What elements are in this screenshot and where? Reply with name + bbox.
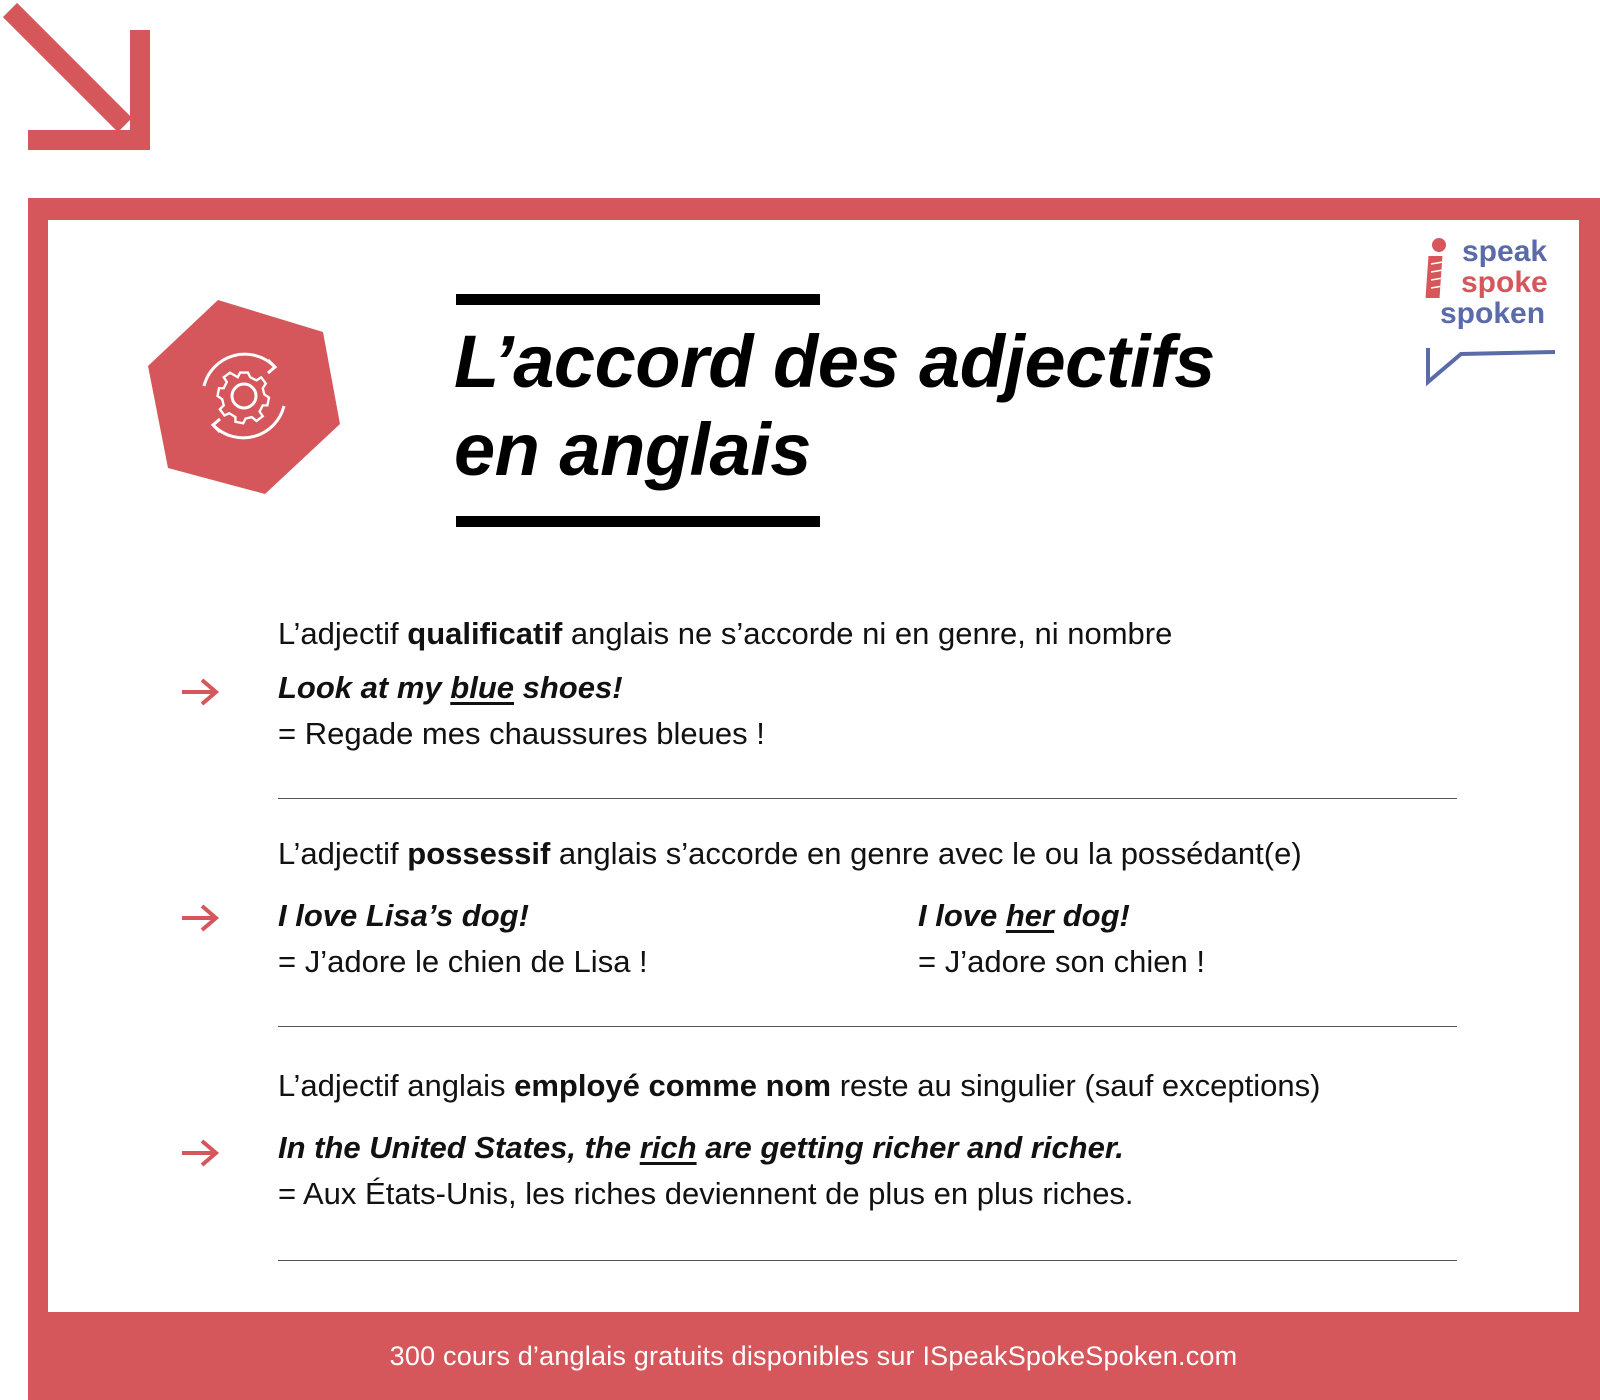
example-sentence: Look at my blue shoes!	[278, 670, 623, 705]
rule-statement: L’adjectif anglais employé comme nom reste au singulier (sauf exceptions)	[278, 1068, 1321, 1103]
example-translation: = J’adore son chien !	[918, 944, 1205, 979]
title-bar-top	[456, 294, 820, 305]
rule-section-possessif	[278, 836, 1458, 872]
logo-word-speak: speak	[1462, 235, 1548, 268]
logo-word-spoken: spoken	[1440, 297, 1546, 330]
divider	[278, 1026, 1457, 1027]
example-translation: = J’adore le chien de Lisa !	[278, 944, 648, 979]
footer-banner	[48, 1312, 1579, 1400]
right-arrow-icon	[180, 677, 222, 707]
divider	[278, 1260, 1457, 1261]
example-column-a	[278, 898, 648, 980]
example-column-b	[918, 898, 1205, 980]
rule-section-nom	[278, 1068, 1458, 1212]
brand-logo	[1440, 236, 1548, 329]
title-line-1: L’accord des adjectifs	[454, 320, 1215, 403]
right-arrow-icon	[180, 903, 222, 933]
example-translation: = Aux États-Unis, les riches deviennent de plus en plus riches.	[278, 1176, 1134, 1211]
footer-text: 300 cours d’anglais gratuits disponibles sur ISpeakSpokeSpoken.com	[389, 1340, 1238, 1371]
down-right-arrow-icon	[0, 0, 160, 160]
page-title	[454, 318, 1354, 494]
title-line-2: en anglais	[454, 408, 811, 491]
gear-refresh-icon	[140, 290, 350, 500]
title-bar-bottom	[456, 516, 820, 527]
example-sentence: I love Lisa’s dog!	[278, 898, 529, 933]
example-sentence: In the United States, the rich are getting richer and richer.	[278, 1130, 1124, 1165]
rule-section-qualificatif	[278, 616, 1458, 752]
logo-word-spoke: spoke	[1461, 266, 1548, 299]
example-sentence: I love her dog!	[918, 898, 1130, 933]
example-translation: = Regade mes chaussures bleues !	[278, 716, 765, 751]
rule-statement: L’adjectif qualificatif anglais ne s’accorde ni en genre, ni nombre	[278, 616, 1173, 651]
right-arrow-icon	[180, 1138, 222, 1168]
divider	[278, 798, 1457, 799]
rule-statement: L’adjectif possessif anglais s’accorde en genre avec le ou la possédant(e)	[278, 836, 1302, 871]
